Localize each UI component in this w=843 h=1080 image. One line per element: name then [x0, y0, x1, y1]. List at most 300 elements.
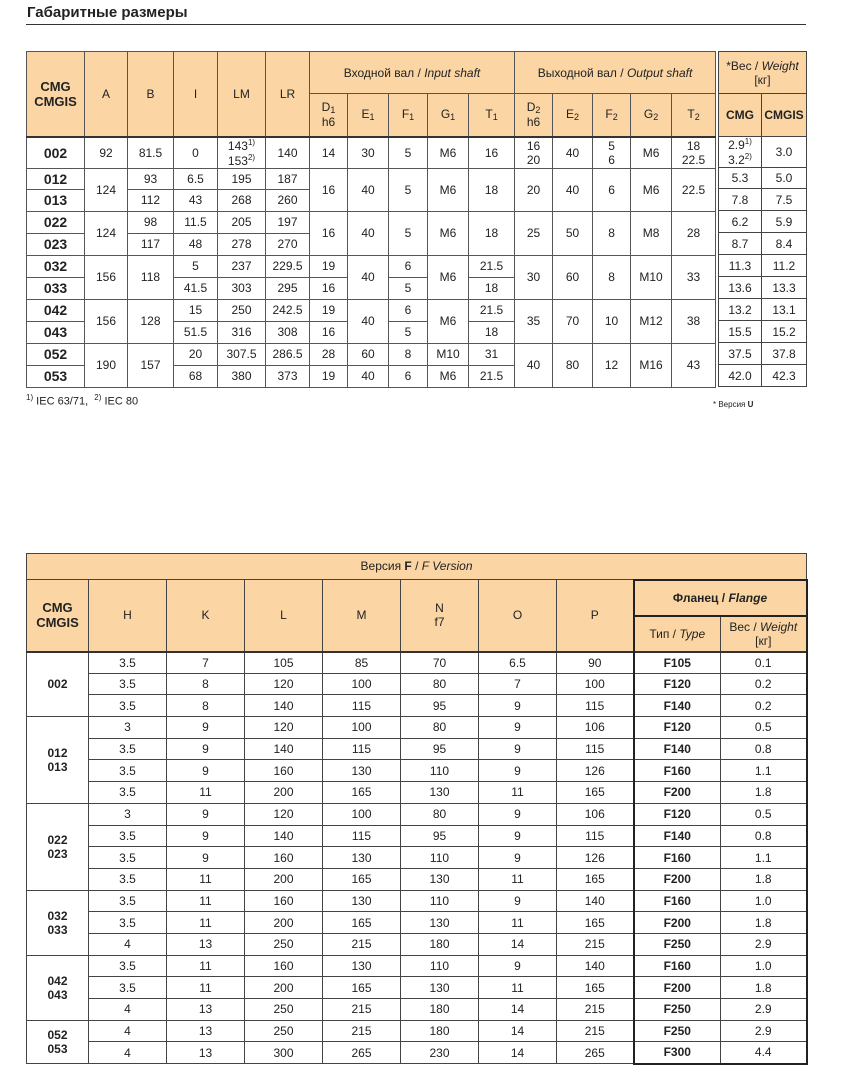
cell: 3.5: [89, 673, 167, 695]
cell: 128: [128, 299, 174, 343]
header-weight: *Вес / Weight [кг]: [719, 52, 807, 94]
table-row: [719, 168, 807, 189]
header-a: A: [85, 52, 128, 137]
cell: 2.9$^{1)}$ 3.2$^{2)}$: [719, 137, 762, 168]
cell: 16: [310, 277, 348, 299]
flange-type-cell: F200: [634, 782, 721, 804]
cell: 40: [348, 365, 389, 387]
cell: 115: [557, 695, 634, 717]
cell: 130: [323, 847, 401, 869]
model-cell: 013: [27, 189, 85, 211]
cell: 200: [245, 782, 323, 804]
cell: 19: [310, 299, 348, 321]
cell: 303: [218, 277, 266, 299]
header-o: O: [479, 580, 557, 652]
cell: 7: [167, 652, 245, 674]
cell: 120: [245, 717, 323, 739]
cell: 68: [174, 365, 218, 387]
cell: 30: [348, 137, 389, 169]
cell: 80: [401, 717, 479, 739]
table-row: [719, 321, 807, 343]
cell: 9: [479, 847, 557, 869]
cell: 165: [323, 977, 401, 999]
header-lr: LR: [266, 52, 310, 137]
cell: 18: [469, 321, 515, 343]
model-number: 053: [47, 1041, 68, 1056]
cell: 260: [266, 189, 310, 211]
header-t2: $T_2$: [672, 94, 716, 137]
cell: 11: [167, 912, 245, 934]
cell: 95: [401, 825, 479, 847]
header-cmgis: CMGIS: [762, 94, 807, 137]
cell: 9: [479, 803, 557, 825]
cell: 21.5: [469, 299, 515, 321]
header-g2: $G_2$: [631, 94, 672, 137]
cell: 21.5: [469, 365, 515, 387]
title-rule: [26, 24, 806, 25]
flange-weight-cell: 0.1: [721, 652, 807, 674]
flange-type-cell: F160: [634, 847, 721, 869]
cell: 6.2: [719, 211, 762, 233]
cell: 9: [479, 890, 557, 912]
flange-type-cell: F250: [634, 933, 721, 955]
model-cell: 043: [27, 321, 85, 343]
cell: 3.0: [762, 137, 807, 168]
flange-weight-cell: 1.0: [721, 955, 807, 977]
cell: 12: [593, 343, 631, 387]
cell: 205: [218, 211, 266, 233]
model-number: 052: [47, 1027, 68, 1042]
cell: 6.5: [479, 652, 557, 674]
cell: 16: [310, 321, 348, 343]
model-number: 032: [47, 908, 68, 923]
model-number: 042: [47, 973, 68, 988]
table-row: [719, 299, 807, 321]
flange-weight-cell: 1.8: [721, 868, 807, 890]
table-row: [27, 803, 807, 825]
flange-weight-cell: 0.2: [721, 673, 807, 695]
model-number: 013: [47, 759, 68, 774]
cell: 93: [128, 168, 174, 189]
cell: 22.5: [672, 168, 716, 211]
cell: 40: [348, 211, 389, 255]
cell: 11.2: [762, 255, 807, 277]
cell: 19: [310, 255, 348, 277]
cell: 3: [89, 717, 167, 739]
cell: 3.5: [89, 760, 167, 782]
cell: M6: [428, 255, 469, 299]
cell: 11: [167, 782, 245, 804]
cell: 230: [401, 1042, 479, 1064]
header-g1: $G_1$: [428, 94, 469, 137]
cell: 215: [323, 999, 401, 1021]
cell: 242.5: [266, 299, 310, 321]
cell: 41.5: [174, 277, 218, 299]
cell: 18: [469, 211, 515, 255]
cell: 51.5: [174, 321, 218, 343]
flange-weight-cell: 2.9: [721, 1020, 807, 1042]
cell: 187: [266, 168, 310, 189]
cell: 229.5: [266, 255, 310, 277]
model-number: 002: [47, 677, 68, 692]
cell: 11: [479, 782, 557, 804]
cell: M16: [631, 343, 672, 387]
cell: 278: [218, 233, 266, 255]
cell: 124: [85, 168, 128, 211]
cell: 110: [401, 890, 479, 912]
cell: 30: [515, 255, 553, 299]
flange-type-cell: F200: [634, 977, 721, 999]
cell: 3.5: [89, 912, 167, 934]
cell: 3.5: [89, 868, 167, 890]
cell: 5: [174, 255, 218, 277]
header-output-shaft: Выходной вал / Output shaft: [515, 52, 716, 94]
cell: 11: [479, 912, 557, 934]
table-row: [719, 277, 807, 299]
header-p: P: [557, 580, 634, 652]
header-input-shaft: Входной вал / Input shaft: [310, 52, 515, 94]
cell: 165: [557, 868, 634, 890]
cell: 160: [245, 890, 323, 912]
cell: 90: [557, 652, 634, 674]
cell: 11: [167, 955, 245, 977]
cell: 16 20: [515, 137, 553, 169]
header-b: B: [128, 52, 174, 137]
cell: 42.0: [719, 365, 762, 387]
header-flange: Фланец / Flange: [634, 580, 807, 616]
cell: 7.5: [762, 189, 807, 211]
model-cell: 032: [27, 255, 85, 277]
cell: 156: [85, 299, 128, 343]
cell: 16: [310, 211, 348, 255]
cell: 9: [167, 847, 245, 869]
flange-type-cell: F250: [634, 1020, 721, 1042]
cell: M6: [428, 365, 469, 387]
header-t1: $T_1$: [469, 94, 515, 137]
header-m: M: [323, 580, 401, 652]
cell: 13.3: [762, 277, 807, 299]
header-flange-type: Тип / Type: [634, 616, 721, 652]
flange-weight-cell: 1.8: [721, 912, 807, 934]
model-cell: 053: [27, 365, 85, 387]
cell: 70: [401, 652, 479, 674]
table-row: [27, 168, 716, 189]
cell: 35: [515, 299, 553, 343]
cell: 3.5: [89, 738, 167, 760]
table-row: [27, 673, 807, 695]
cell: 4: [89, 1042, 167, 1064]
model-cell: [27, 803, 89, 890]
cell: 270: [266, 233, 310, 255]
table-row: [719, 343, 807, 365]
footnote-iec: $^{1)}$ IEC 63/71, $^{2)}$ IEC 80: [26, 393, 139, 408]
flange-type-cell: F200: [634, 912, 721, 934]
header-k: K: [167, 580, 245, 652]
cell: 13.6: [719, 277, 762, 299]
cell: 8: [593, 211, 631, 255]
table-row: [27, 847, 807, 869]
cell: 308: [266, 321, 310, 343]
header-cmg: CMG: [719, 94, 762, 137]
cell: 40: [348, 299, 389, 343]
cell: 40: [553, 168, 593, 211]
cell: 28: [672, 211, 716, 255]
flange-weight-cell: 2.9: [721, 999, 807, 1021]
cell: 130: [401, 912, 479, 934]
cell: 140: [245, 825, 323, 847]
table-row: [27, 343, 716, 365]
model-cell: [27, 890, 89, 955]
header-d2: $D_2$ h6: [515, 94, 553, 137]
cell: 40: [553, 137, 593, 169]
model-cell: [27, 955, 89, 1020]
cell: 250: [245, 933, 323, 955]
cell: 215: [323, 933, 401, 955]
cell: 15.5: [719, 321, 762, 343]
table-row: [27, 868, 807, 890]
table-row: [27, 782, 807, 804]
cell: 0: [174, 137, 218, 169]
cell: 9: [167, 803, 245, 825]
cell: 40: [515, 343, 553, 387]
flange-type-cell: F120: [634, 803, 721, 825]
flange-weight-cell: 0.5: [721, 717, 807, 739]
cell: 40: [348, 168, 389, 211]
model-cell: 012: [27, 168, 85, 189]
model-cell: [27, 1020, 89, 1063]
cell: 3.5: [89, 977, 167, 999]
cell: 100: [323, 673, 401, 695]
cell: 11: [479, 868, 557, 890]
cell: 43: [174, 189, 218, 211]
cell: 50: [553, 211, 593, 255]
cell: 6: [389, 255, 428, 277]
table-row: [27, 738, 807, 760]
model-cell: 002: [27, 137, 85, 169]
cell: M6: [631, 168, 672, 211]
cell: 81.5: [128, 137, 174, 169]
model-cell: 042: [27, 299, 85, 321]
cell: 115: [557, 825, 634, 847]
cell: 130: [323, 890, 401, 912]
flange-type-cell: F160: [634, 760, 721, 782]
cell: 37.8: [762, 343, 807, 365]
cell: 19: [310, 365, 348, 387]
cell: 7: [479, 673, 557, 695]
header-f-version: Версия F / F Version: [27, 554, 807, 580]
cell: 215: [557, 933, 634, 955]
dimensions-table: [26, 51, 716, 388]
cell: 130: [401, 782, 479, 804]
cell: 38: [672, 299, 716, 343]
cell: 18: [469, 277, 515, 299]
cell: 14: [310, 137, 348, 169]
weight-table: [718, 51, 807, 387]
cell: 100: [323, 717, 401, 739]
cell: 6: [593, 168, 631, 211]
cell: 180: [401, 933, 479, 955]
cell: 295: [266, 277, 310, 299]
cell: 100: [557, 673, 634, 695]
cell: 143$^{1)}$ 153$^{2)}$: [218, 137, 266, 169]
cell: 3.5: [89, 890, 167, 912]
flange-type-cell: F140: [634, 695, 721, 717]
cell: 157: [128, 343, 174, 387]
cell: 250: [245, 999, 323, 1021]
cell: 18: [469, 168, 515, 211]
header-l: L: [245, 580, 323, 652]
cell: 126: [557, 760, 634, 782]
cell: 11: [167, 868, 245, 890]
cell: 40: [348, 255, 389, 299]
cell: 95: [401, 738, 479, 760]
cell: 8: [593, 255, 631, 299]
table-row: [27, 760, 807, 782]
flange-weight-cell: 0.8: [721, 738, 807, 760]
cell: 13: [167, 933, 245, 955]
cell: 15: [174, 299, 218, 321]
cell: 215: [557, 999, 634, 1021]
flange-weight-cell: 1.1: [721, 847, 807, 869]
header-f1: $F_1$: [389, 94, 428, 137]
cell: 11: [167, 890, 245, 912]
flange-weight-cell: 1.8: [721, 977, 807, 999]
flange-type-cell: F200: [634, 868, 721, 890]
flange-weight-cell: 0.8: [721, 825, 807, 847]
cell: 5.3: [719, 168, 762, 189]
cell: 115: [323, 738, 401, 760]
cell: 31: [469, 343, 515, 365]
cell: 130: [401, 977, 479, 999]
f-version-table: [26, 553, 808, 1065]
cell: 190: [85, 343, 128, 387]
table-row: [27, 912, 807, 934]
cell: 3.5: [89, 955, 167, 977]
cell: 160: [245, 760, 323, 782]
cell: M8: [631, 211, 672, 255]
cell: 42.3: [762, 365, 807, 387]
cell: 115: [323, 825, 401, 847]
cell: 9: [167, 825, 245, 847]
cell: M6: [428, 137, 469, 169]
model-number: 023: [47, 846, 68, 861]
flange-weight-cell: 4.4: [721, 1042, 807, 1064]
cell: 7.8: [719, 189, 762, 211]
cell: 37.5: [719, 343, 762, 365]
table-row: [27, 977, 807, 999]
header-e2: $E_2$: [553, 94, 593, 137]
cell: 9: [479, 717, 557, 739]
model-number: 022: [47, 832, 68, 847]
cell: 5: [389, 211, 428, 255]
header-n: N f7: [401, 580, 479, 652]
table-row: [719, 189, 807, 211]
cell: 130: [401, 868, 479, 890]
flange-type-cell: F250: [634, 999, 721, 1021]
footnote-version: * Версия U: [713, 400, 754, 409]
cell: 9: [167, 760, 245, 782]
cell: 180: [401, 1020, 479, 1042]
table-row: [27, 825, 807, 847]
cell: 197: [266, 211, 310, 233]
cell: 215: [323, 1020, 401, 1042]
table-row: [719, 233, 807, 255]
cell: 156: [85, 255, 128, 299]
cell: 48: [174, 233, 218, 255]
cell: 16: [469, 137, 515, 169]
table-row: [27, 955, 807, 977]
table-row: [27, 255, 716, 277]
cell: 13.2: [719, 299, 762, 321]
cell: 5: [389, 137, 428, 169]
cell: 9: [479, 738, 557, 760]
model-cell: 052: [27, 343, 85, 365]
cell: 265: [557, 1042, 634, 1064]
cell: 5.9: [762, 211, 807, 233]
cell: 3.5: [89, 695, 167, 717]
table-row: [719, 255, 807, 277]
table-row: [27, 652, 807, 674]
flange-weight-cell: 0.2: [721, 695, 807, 717]
cell: 98: [128, 211, 174, 233]
cell: 5 6: [593, 137, 631, 169]
model-number: 033: [47, 922, 68, 937]
flange-weight-cell: 1.8: [721, 782, 807, 804]
cell: 106: [557, 803, 634, 825]
header-e1: $E_1$: [348, 94, 389, 137]
cell: 14: [479, 1020, 557, 1042]
cell: 316: [218, 321, 266, 343]
cell: 5: [389, 277, 428, 299]
cell: 237: [218, 255, 266, 277]
cell: 85: [323, 652, 401, 674]
cell: 9: [167, 738, 245, 760]
cell: 9: [479, 695, 557, 717]
table-row: [27, 695, 807, 717]
cell: 43: [672, 343, 716, 387]
cell: 3.5: [89, 652, 167, 674]
flange-weight-cell: 1.0: [721, 890, 807, 912]
cell: 4: [89, 933, 167, 955]
cell: 80: [553, 343, 593, 387]
cell: 20: [174, 343, 218, 365]
cell: 110: [401, 847, 479, 869]
model-cell: [27, 652, 89, 717]
cell: 21.5: [469, 255, 515, 277]
cell: 33: [672, 255, 716, 299]
flange-type-cell: F160: [634, 890, 721, 912]
cell: 10: [593, 299, 631, 343]
cell: 15.2: [762, 321, 807, 343]
cell: 9: [479, 760, 557, 782]
cell: 105: [245, 652, 323, 674]
model-number: 012: [47, 745, 68, 760]
cell: 13: [167, 1020, 245, 1042]
cell: 124: [85, 211, 128, 255]
cell: M10: [631, 255, 672, 299]
table-row: [719, 365, 807, 387]
flange-type-cell: F120: [634, 673, 721, 695]
cell: 200: [245, 912, 323, 934]
table-row: [27, 717, 807, 739]
cell: 268: [218, 189, 266, 211]
cell: 165: [557, 782, 634, 804]
cell: 117: [128, 233, 174, 255]
flange-weight-cell: 0.5: [721, 803, 807, 825]
cell: 160: [245, 847, 323, 869]
cell: 11: [479, 977, 557, 999]
cell: 6: [389, 299, 428, 321]
